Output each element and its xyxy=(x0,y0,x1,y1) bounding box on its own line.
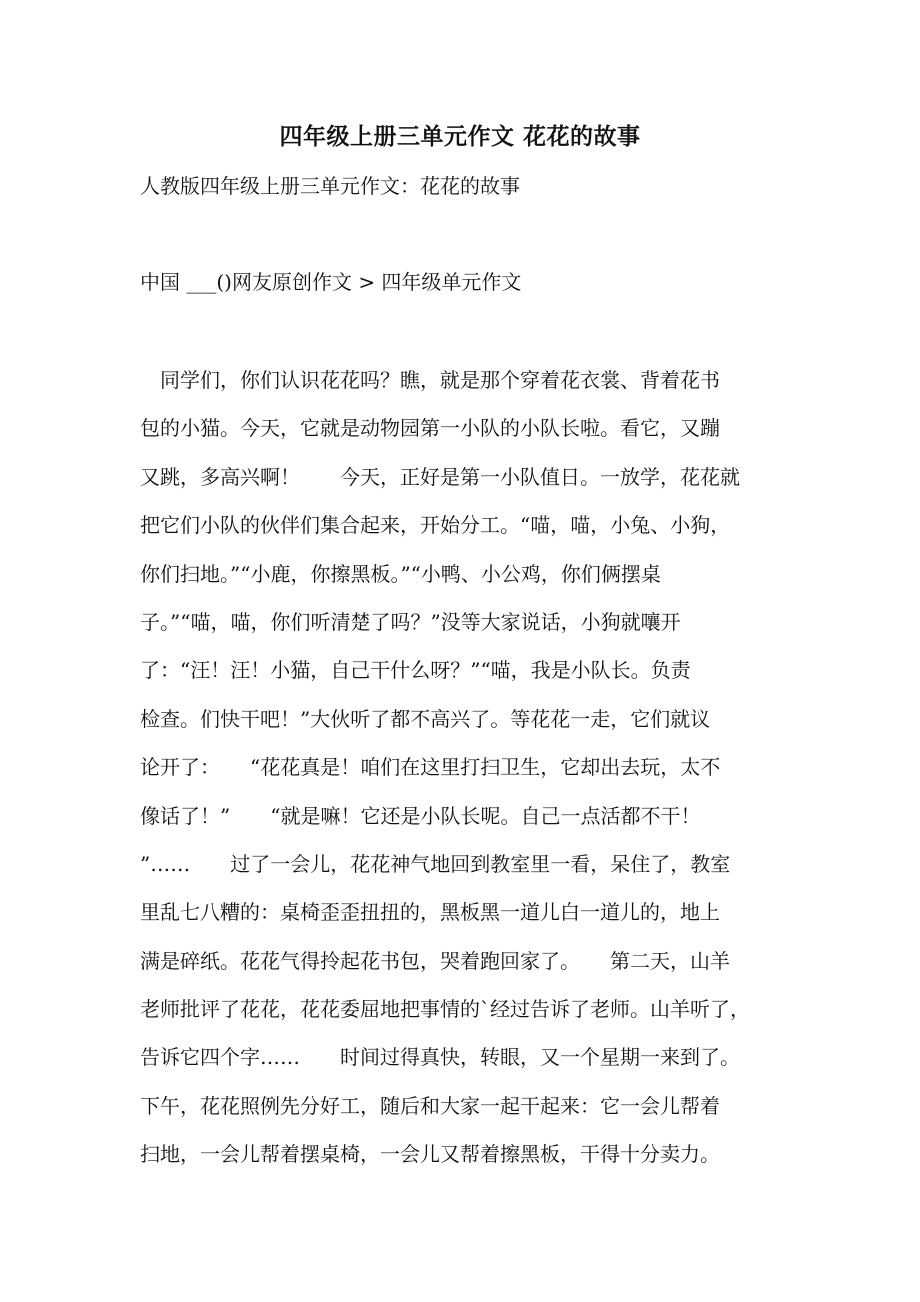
document-subtitle: 人教版四年级上册三单元作文：花花的故事 xyxy=(140,174,520,198)
essay-line: ”…… 过了一会儿，花花神气地回到教室里一看，呆住了，教室 xyxy=(140,851,731,876)
essay-line: 告诉它四个字…… 时间过得真快，转眼，又一个星期一来到了。 xyxy=(140,1045,740,1070)
essay-line: 满是碎纸。花花气得拎起花书包，哭着跑回家了。 第二天，山羊 xyxy=(140,948,730,973)
document-title: 四年级上册三单元作文 花花的故事 xyxy=(279,123,641,150)
essay-body xyxy=(140,364,790,1187)
essay-line: 子。”“喵，喵，你们听清楚了吗？”没等大家说话，小狗就嚷开 xyxy=(140,609,681,634)
essay-line: 论开了： “花花真是！咱们在这里打扫卫生，它却出去玩，太不 xyxy=(140,755,721,780)
essay-line: 把它们小队的伙伴们集合起来，开始分工。“喵，喵，小兔、小狗， xyxy=(140,513,731,538)
essay-line: 像话了！” “就是嘛！它还是小队长呢。自己一点活都不干！ xyxy=(140,803,701,828)
essay-line: 同学们，你们认识花花吗？瞧，就是那个穿着花衣裳、背着花书 xyxy=(140,368,720,392)
essay-line: 包的小猫。今天，它就是动物园第一小队的小队长啦。看它，又蹦 xyxy=(140,416,720,441)
breadcrumb: 中国 ___()网友原创作文 > 四年级单元作文 xyxy=(140,270,522,294)
essay-line: 老师批评了花花，花花委屈地把事情的`经过告诉了老师。山羊听了， xyxy=(140,997,750,1022)
essay-line: 了：“汪！汪！小猫，自己干什么呀？”“喵，我是小队长。负责 xyxy=(140,658,691,683)
essay-line: 扫地，一会儿帮着摆桌椅，一会儿又帮着擦黑板，干得十分卖力。 xyxy=(140,1142,720,1167)
essay-line: 检查。们快干吧！”大伙听了都不高兴了。等花花一走，它们就议 xyxy=(140,706,711,731)
essay-line: 又跳，多高兴啊！ 今天，正好是第一小队值日。一放学，花花就 xyxy=(140,464,740,489)
essay-line: 下午，花花照例先分好工，随后和大家一起干起来：它一会儿帮着 xyxy=(140,1093,720,1118)
essay-line: 你们扫地。”“小鹿，你擦黑板。”“小鸭、小公鸡，你们俩摆桌 xyxy=(140,561,661,586)
essay-line: 里乱七八糟的：桌椅歪歪扭扭的，黑板黑一道儿白一道儿的，地上 xyxy=(140,900,720,925)
